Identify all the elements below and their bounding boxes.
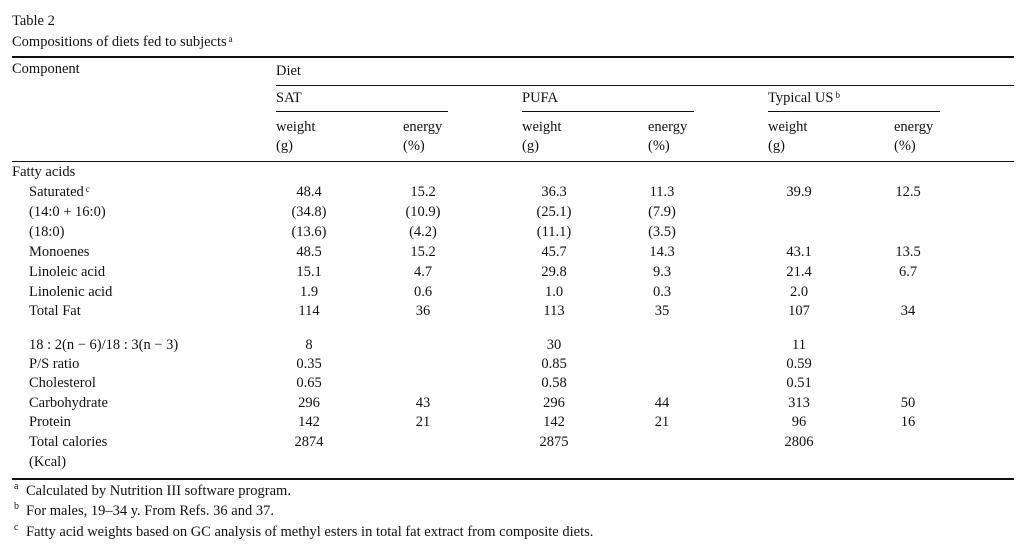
table-cell: 12.5 (895, 184, 921, 200)
footnote (14, 483, 291, 499)
subhead-energy: energy (648, 119, 688, 135)
table-cell: 107 (788, 303, 810, 319)
section-fatty-acids: Fatty acids (12, 164, 76, 180)
row-footnote-mark: c (85, 184, 90, 194)
group-sat (276, 90, 302, 106)
row-label (29, 356, 79, 372)
footnote-text: Fatty acid weights based on GC analysis of methyl esters in total fat extract from composite diets. (26, 524, 594, 540)
row-label-text: 18 : 2(n − 6)/18 : 3(n − 3) (29, 337, 179, 353)
row-label (29, 224, 64, 240)
table-cell: 43.1 (786, 244, 812, 260)
row-label-text: Linoleic acid (29, 264, 106, 280)
table-cell: (34.8) (291, 204, 327, 220)
table-cell: 0.85 (541, 356, 567, 372)
table-cell: 4.7 (413, 264, 433, 280)
table-cell: 113 (543, 303, 565, 319)
table-cell: 44 (654, 395, 670, 411)
group-typical-us-label: Typical US (768, 90, 834, 106)
subhead-weight: weight (522, 119, 562, 135)
header-bottom-rule (12, 161, 1014, 162)
table-cell: 0.59 (786, 356, 812, 372)
table-cell: 15.2 (410, 244, 436, 260)
row-label (29, 184, 90, 200)
subhead-weight: weight (768, 119, 808, 135)
table-cell: 30 (546, 337, 562, 353)
group-pufa-label: PUFA (522, 90, 558, 106)
row-label-text: Cholesterol (29, 375, 96, 391)
table-cell: 142 (298, 414, 320, 430)
footnote-mark: a (14, 481, 19, 492)
typical-us-rule (768, 111, 940, 112)
table-cell: 29.8 (541, 264, 567, 280)
row-label-text: Monoenes (29, 244, 90, 260)
row-label (29, 395, 108, 411)
table-cell: (11.1) (536, 224, 572, 240)
row-label (29, 244, 89, 260)
caption-footnote-mark: a (228, 34, 233, 44)
table-cell: (3.5) (648, 224, 676, 240)
table-cell: 11.3 (649, 184, 675, 200)
table-cell: 48.5 (296, 244, 322, 260)
table-cell: 21.4 (786, 264, 812, 280)
subhead-weight: weight (276, 119, 316, 135)
table-cell: 45.7 (541, 244, 567, 260)
table-cell: 96 (791, 414, 807, 430)
row-label (29, 303, 81, 319)
header-diet: Diet (276, 63, 301, 79)
table-cell: 0.35 (296, 356, 322, 372)
table-cell: 0.6 (413, 284, 433, 300)
row-label (29, 204, 106, 220)
table-cell: 14.3 (649, 244, 675, 260)
table-cell: 2874 (294, 434, 324, 450)
table-cell: 21 (415, 414, 431, 430)
sat-rule (276, 111, 448, 112)
table-cell: 0.51 (786, 375, 812, 391)
table-cell: 50 (900, 395, 916, 411)
table-cell: 36 (415, 303, 431, 319)
table-cell: 11 (792, 337, 806, 353)
table-cell: 0.58 (541, 375, 567, 391)
subhead-energy-unit: (%) (403, 138, 425, 154)
table-cell: 296 (298, 395, 320, 411)
row-label-text: (14:0 + 16:0) (29, 204, 106, 220)
table-cell: 2.0 (789, 284, 809, 300)
footnote-mark: b (14, 501, 19, 512)
table-cell: 15.1 (296, 264, 322, 280)
top-rule (12, 56, 1014, 58)
table-cell: 21 (654, 414, 670, 430)
pufa-rule (522, 111, 694, 112)
table-caption (12, 34, 233, 50)
table-cell: 13.5 (895, 244, 921, 260)
table-cell: (13.6) (291, 224, 327, 240)
table-cell: 39.9 (786, 184, 812, 200)
table-cell: 1.0 (544, 284, 564, 300)
table-cell: 35 (654, 303, 670, 319)
table-cell: 36.3 (541, 184, 567, 200)
footnote (14, 524, 593, 540)
subhead-energy: energy (403, 119, 443, 135)
table-cell: 114 (298, 303, 320, 319)
footnote (14, 503, 274, 519)
group-pufa (522, 90, 558, 106)
table-cell: 48.4 (296, 184, 322, 200)
row-label-text: Total Fat (29, 303, 81, 319)
table-cell: (10.9) (405, 204, 441, 220)
table-cell: 2875 (539, 434, 569, 450)
row-label-text: Linolenic acid (29, 284, 113, 300)
row-label-text: (18:0) (29, 224, 65, 240)
table-cell: 8 (305, 337, 313, 353)
table-cell: 9.3 (652, 264, 672, 280)
footnote-text: For males, 19–34 y. From Refs. 36 and 37. (26, 503, 274, 519)
table-cell: 0.65 (296, 375, 322, 391)
row-label (29, 375, 96, 391)
row-label-text: Total calories (29, 434, 108, 450)
table-cell: (25.1) (536, 204, 572, 220)
header-component: Component (12, 61, 80, 77)
table-cell: 43 (415, 395, 431, 411)
footnote-mark: c (14, 522, 19, 533)
row-label (29, 337, 178, 353)
subhead-weight-unit: (g) (768, 138, 785, 154)
table-cell: 313 (788, 395, 810, 411)
table-cell: 6.7 (898, 264, 918, 280)
table-cell: 1.9 (299, 284, 319, 300)
caption-text: Compositions of diets fed to subjects (12, 34, 227, 50)
footnote-text: Calculated by Nutrition III software program. (26, 483, 291, 499)
group-typical-us (768, 90, 840, 106)
row-label (29, 414, 71, 430)
table-cell: (7.9) (648, 204, 676, 220)
table-cell: 2806 (784, 434, 814, 450)
bottom-rule (12, 478, 1014, 480)
group-sat-label: SAT (276, 90, 302, 106)
subhead-weight-unit: (g) (276, 138, 293, 154)
table-cell: 16 (900, 414, 916, 430)
row-label-text: Carbohydrate (29, 395, 108, 411)
row-label-text: Saturated (29, 184, 84, 200)
group-typical-us-footnote-mark: b (835, 90, 840, 100)
table-number: Table 2 (12, 13, 55, 29)
table-cell: (4.2) (409, 224, 437, 240)
total-calories-unit: (Kcal) (29, 454, 67, 470)
subhead-energy-unit: (%) (894, 138, 916, 154)
diet-rule (276, 85, 1014, 86)
table-cell: 34 (900, 303, 916, 319)
table-cell: 296 (543, 395, 565, 411)
subhead-energy: energy (894, 119, 934, 135)
row-label (29, 264, 105, 280)
row-label-text: Protein (29, 414, 71, 430)
table-cell: 15.2 (410, 184, 436, 200)
table-cell: 0.3 (652, 284, 672, 300)
row-label (29, 284, 112, 300)
row-label (29, 434, 107, 450)
subhead-energy-unit: (%) (648, 138, 670, 154)
table-cell: 142 (543, 414, 565, 430)
row-label-text: P/S ratio (29, 356, 80, 372)
subhead-weight-unit: (g) (522, 138, 539, 154)
